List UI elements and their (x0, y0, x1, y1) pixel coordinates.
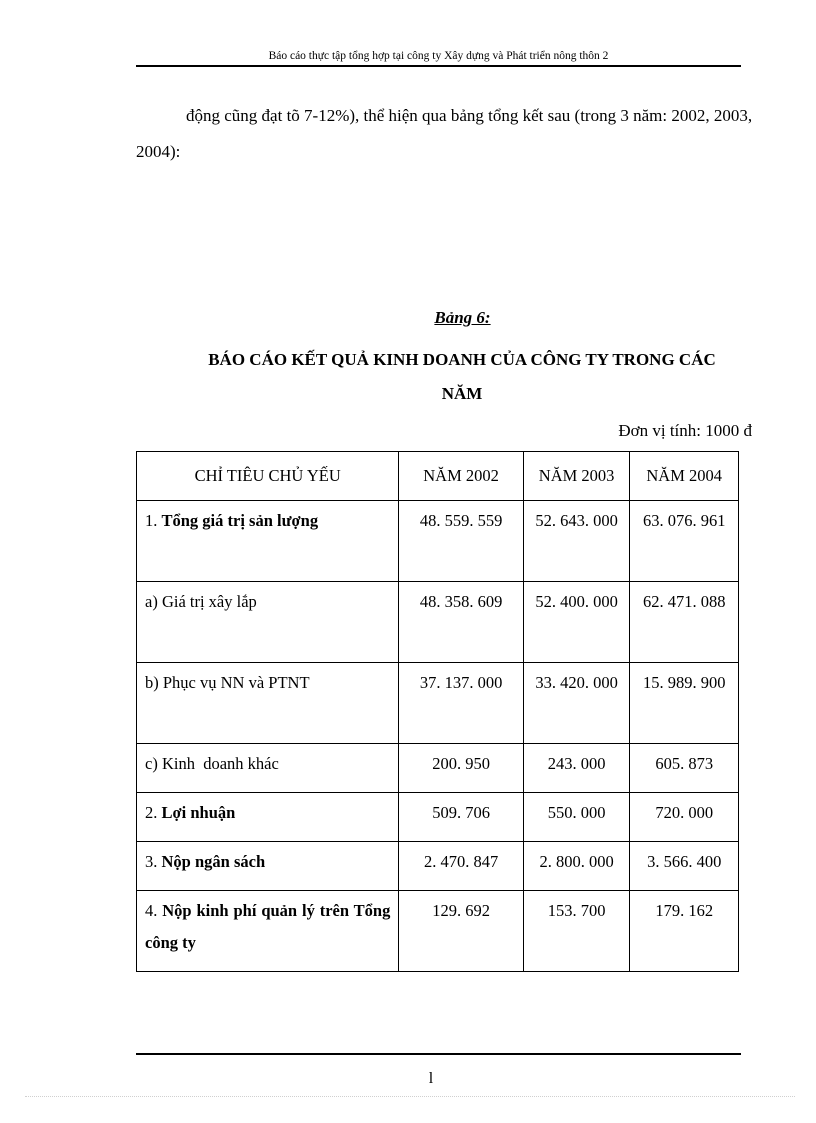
row-label: b) Phục vụ NN và PTNT (137, 663, 399, 744)
col-header-2003: NĂM 2003 (523, 452, 630, 501)
cell-2003: 550. 000 (523, 793, 630, 842)
cell-2002: 509. 706 (399, 793, 523, 842)
cell-2002: 200. 950 (399, 744, 523, 793)
cell-2002: 48. 358. 609 (399, 582, 523, 663)
cell-2004: 3. 566. 400 (630, 842, 739, 891)
row-label: a) Giá trị xây lắp (137, 582, 399, 663)
cell-2002: 48. 559. 559 (399, 501, 523, 582)
table-title: BÁO CÁO KẾT QUẢ KINH DOANH CỦA CÔNG TY TRONG CÁC NĂM (208, 350, 716, 403)
col-header-indicator: CHỈ TIÊU CHỦ YẾU (137, 452, 399, 501)
col-header-2004: NĂM 2004 (630, 452, 739, 501)
table-row (137, 501, 739, 582)
header-divider (136, 65, 741, 67)
table-row (137, 663, 739, 744)
cell-2003: 153. 700 (523, 891, 630, 972)
cell-2004: 63. 076. 961 (630, 501, 739, 582)
row-label: c) Kinh doanh khác (137, 744, 399, 793)
cell-2004: 179. 162 (630, 891, 739, 972)
cell-2003: 33. 420. 000 (523, 663, 630, 744)
cell-2002: 37. 137. 000 (399, 663, 523, 744)
footer-divider (136, 1053, 741, 1055)
table-row (137, 744, 739, 793)
cell-2003: 52. 643. 000 (523, 501, 630, 582)
table-row (137, 793, 739, 842)
page-number: l (428, 1070, 434, 1087)
page-header: Báo cáo thực tập tổng hợp tại công ty Xây dựng và Phát triển nông thôn 2 (268, 50, 609, 62)
cell-2002: 129. 692 (399, 891, 523, 972)
table-row (137, 582, 739, 663)
col-header-2002: NĂM 2002 (399, 452, 523, 501)
cell-2004: 605. 873 (630, 744, 739, 793)
cell-2002: 2. 470. 847 (399, 842, 523, 891)
unit-label: Đơn vị tính: 1000 đ (618, 421, 752, 440)
table-number: Bảng 6: (434, 308, 491, 327)
row-label: 3. Nộp ngân sách (137, 842, 399, 891)
cell-2004: 15. 989. 900 (630, 663, 739, 744)
cell-2003: 52. 400. 000 (523, 582, 630, 663)
table-row (137, 842, 739, 891)
row-label: 1. Tổng giá trị sản lượng (137, 501, 399, 582)
table-row (137, 891, 739, 972)
table-header-row (137, 452, 739, 501)
cell-2004: 62. 471. 088 (630, 582, 739, 663)
row-label: 2. Lợi nhuận (137, 793, 399, 842)
report-table (136, 451, 739, 972)
page-bottom-edge (25, 1096, 795, 1097)
cell-2003: 243. 000 (523, 744, 630, 793)
body-paragraph: động cũng đạt tõ 7-12%), thể hiện qua bảng tổng kết sau (trong 3 năm: 2002, 2003, 2004): (136, 106, 753, 161)
row-label: 4. Nộp kinh phí quản lý trên Tổng công ty (137, 891, 399, 972)
cell-2003: 2. 800. 000 (523, 842, 630, 891)
cell-2004: 720. 000 (630, 793, 739, 842)
